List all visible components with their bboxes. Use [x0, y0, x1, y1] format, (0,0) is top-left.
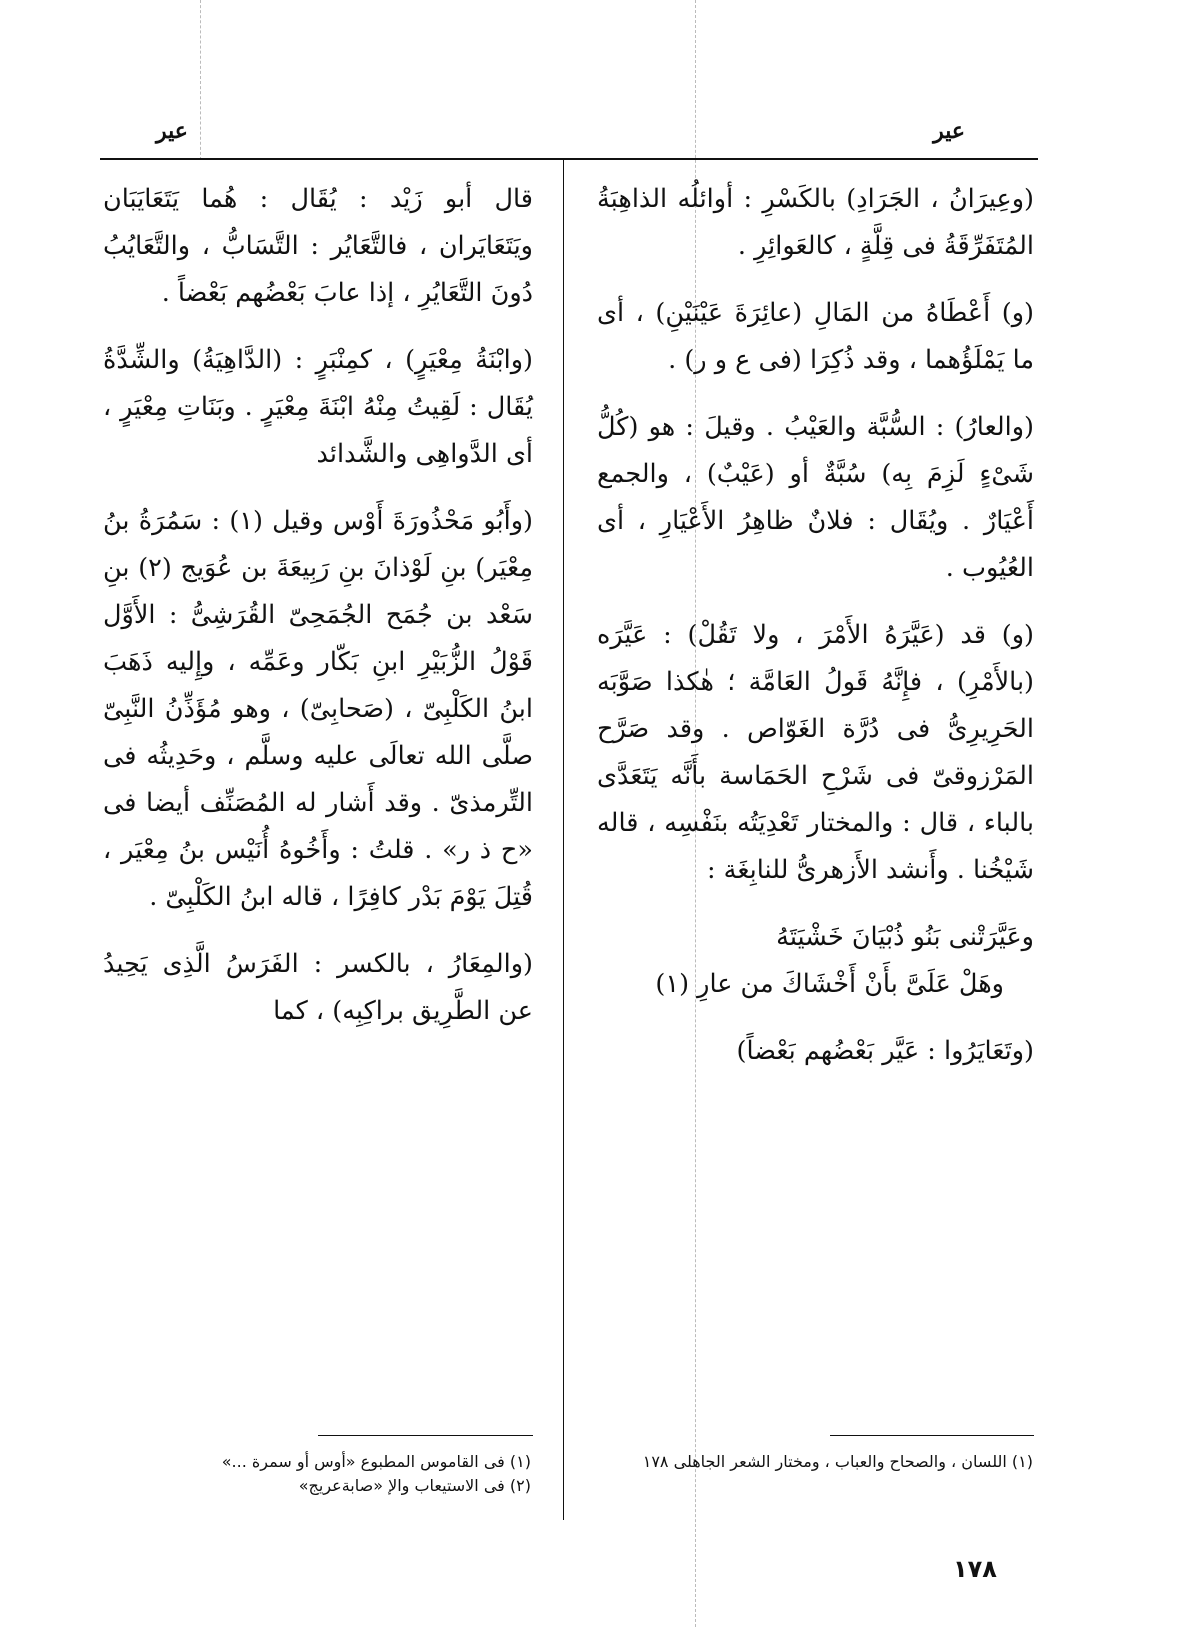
paragraph: (والعارُ) : السُّبَّة والعَيْبُ . وقيلَ : هو (كُلُّ شَىْءٍ لَزِمَ بِه) سُبَّةٌ أو (عَيْبٌ) ، والجمع أَعْيَارٌ . ويُقَال : فلانٌ ظاهِرُ الأَعْيَارِ ، أى العُيُوب .	[597, 412, 1034, 583]
header-word-right: عير	[933, 118, 965, 144]
poetry-verse	[597, 914, 1034, 1008]
paragraph: (وتَعَايَرُوا : عَيَّر بَعْضُهم بَعْضاً)	[736, 1036, 1034, 1066]
verse-line-2: وهَلْ عَلَىَّ بأَنْ أَخْشَاكَ من عارِ (١)	[655, 969, 1004, 999]
footnote-rule-right	[830, 1435, 1034, 1436]
footnote-rule-left	[318, 1435, 533, 1436]
verse-line-1: وعَيَّرَتْنى بَنُو ذُبْيَانَ خَشْيَتَهُ	[776, 922, 1034, 952]
paragraph: (وابْنَةُ مِعْيَرٍ) ، كمِنْبَرٍ : (الدَّاهِيَةُ) والشِّدَّةُ يُقَال : لَقِيتُ مِنْهُ ابْنَةَ مِعْيَرٍ . وبَنَاتِ مِعْيَرٍ ، أى الدَّواهِى والشَّدائد	[103, 345, 533, 469]
paragraph: (والمِعَارُ ، بالكسر : الفَرَسُ الَّذِى يَحِيدُ عن الطَّرِيق براكِبِه) ، كما	[103, 949, 533, 1026]
paragraph: (وأَبُو مَحْذُورَةَ أَوْس وقيل (١) : سَمُرَةُ بنُ مِعْيَر) بنِ لَوْذانَ بنِ رَبِيعَةَ بن عُوَيج (٢) بنِ سَعْد بن جُمَح الجُمَحِىّ القُرَشِىُّ : الأَوَّل قَوْلُ الزُّبَيْرِ ابنِ بَكّار وعَمِّه ، وإِليه ذَهَبَ ابنُ الكَلْبِىّ ، (صَحابِىّ) ، وهو مُؤَذِّنُ النَّبِىّ صلَّى الله تعالَى عليه وسلَّم ، وحَدِيثُه فى التِّرمذىّ . وقد أَشار له المُصَنِّف أيضا فى «ح ذ ر» . قلتُ : وأَخُوهُ أُنَيْس بنُ مِعْيَر ، قُتِلَ يَوْمَ بَدْر كافِرًا ، قاله ابنُ الكَلْبِىّ .	[103, 506, 533, 912]
right-column	[597, 176, 1034, 1095]
paragraph: (و) قد (عَيَّرَهُ الأَمْرَ ، ولا تَقُلْ) : عَيَّرَه (بالأَمْرِ) ، فإِنَّهُ قَولُ العَامَّة ؛ هٰكذا صَوَّبَه الحَرِيرِىُّ فى دُرَّة الغَوّاص . وقد صَرَّح المَرْزوقىّ فى شَرْحِ الحَمَاسة بأَنَّه يَتَعَدَّى بالباء ، قال : والمختار تَعْدِيَتُه بنَفْسِه ، قاله شَيْخُنا . وأَنشد الأَزهرىُّ للنابِغَة :	[597, 620, 1034, 885]
column-divider	[563, 160, 564, 1520]
footnote-right: (١) اللسان ، والصحاح والعباب ، ومختار الشعر الجاهلى ١٧٨	[642, 1452, 1033, 1471]
header-rule	[100, 158, 1038, 160]
paragraph: (وعِيرَانُ ، الجَرَادِ) بالكَسْرِ : أوائلُه الذاهِبَةُ المُتَفَرِّقَةُ فى قِلَّةٍ ، كالعَوائِرِ .	[597, 184, 1034, 261]
paragraph: (و) أَعْطَاهُ من المَالِ (عائِرَةَ عَيْنَيْنِ) ، أى ما يَمْلَؤُهما ، وقد ذُكِرَا (فى ع و ر) .	[597, 298, 1034, 375]
paragraph: قال أبو زَيْد : يُقَال : هُما يَتَعَايَبَان ويَتَعَايَران ، فالتَّعَايُر : التَّسَابُّ ، والتَّعَايُبُ دُونَ التَّعَايُرِ ، إذا عابَ بَعْضُهم بَعْضاً .	[103, 184, 533, 308]
header-word-left: عير	[156, 118, 188, 144]
page-number: ١٧٨	[953, 1555, 997, 1583]
left-column	[103, 176, 533, 1055]
footnote-2: (٢) فى الاستيعاب والإ «صابةعريج»	[298, 1476, 531, 1495]
footnote-1: (١) فى القاموس المطبوع «أوس أو سمرة ...»	[221, 1452, 531, 1471]
scan-guide-line	[200, 0, 201, 160]
footnotes-left	[111, 1450, 531, 1498]
